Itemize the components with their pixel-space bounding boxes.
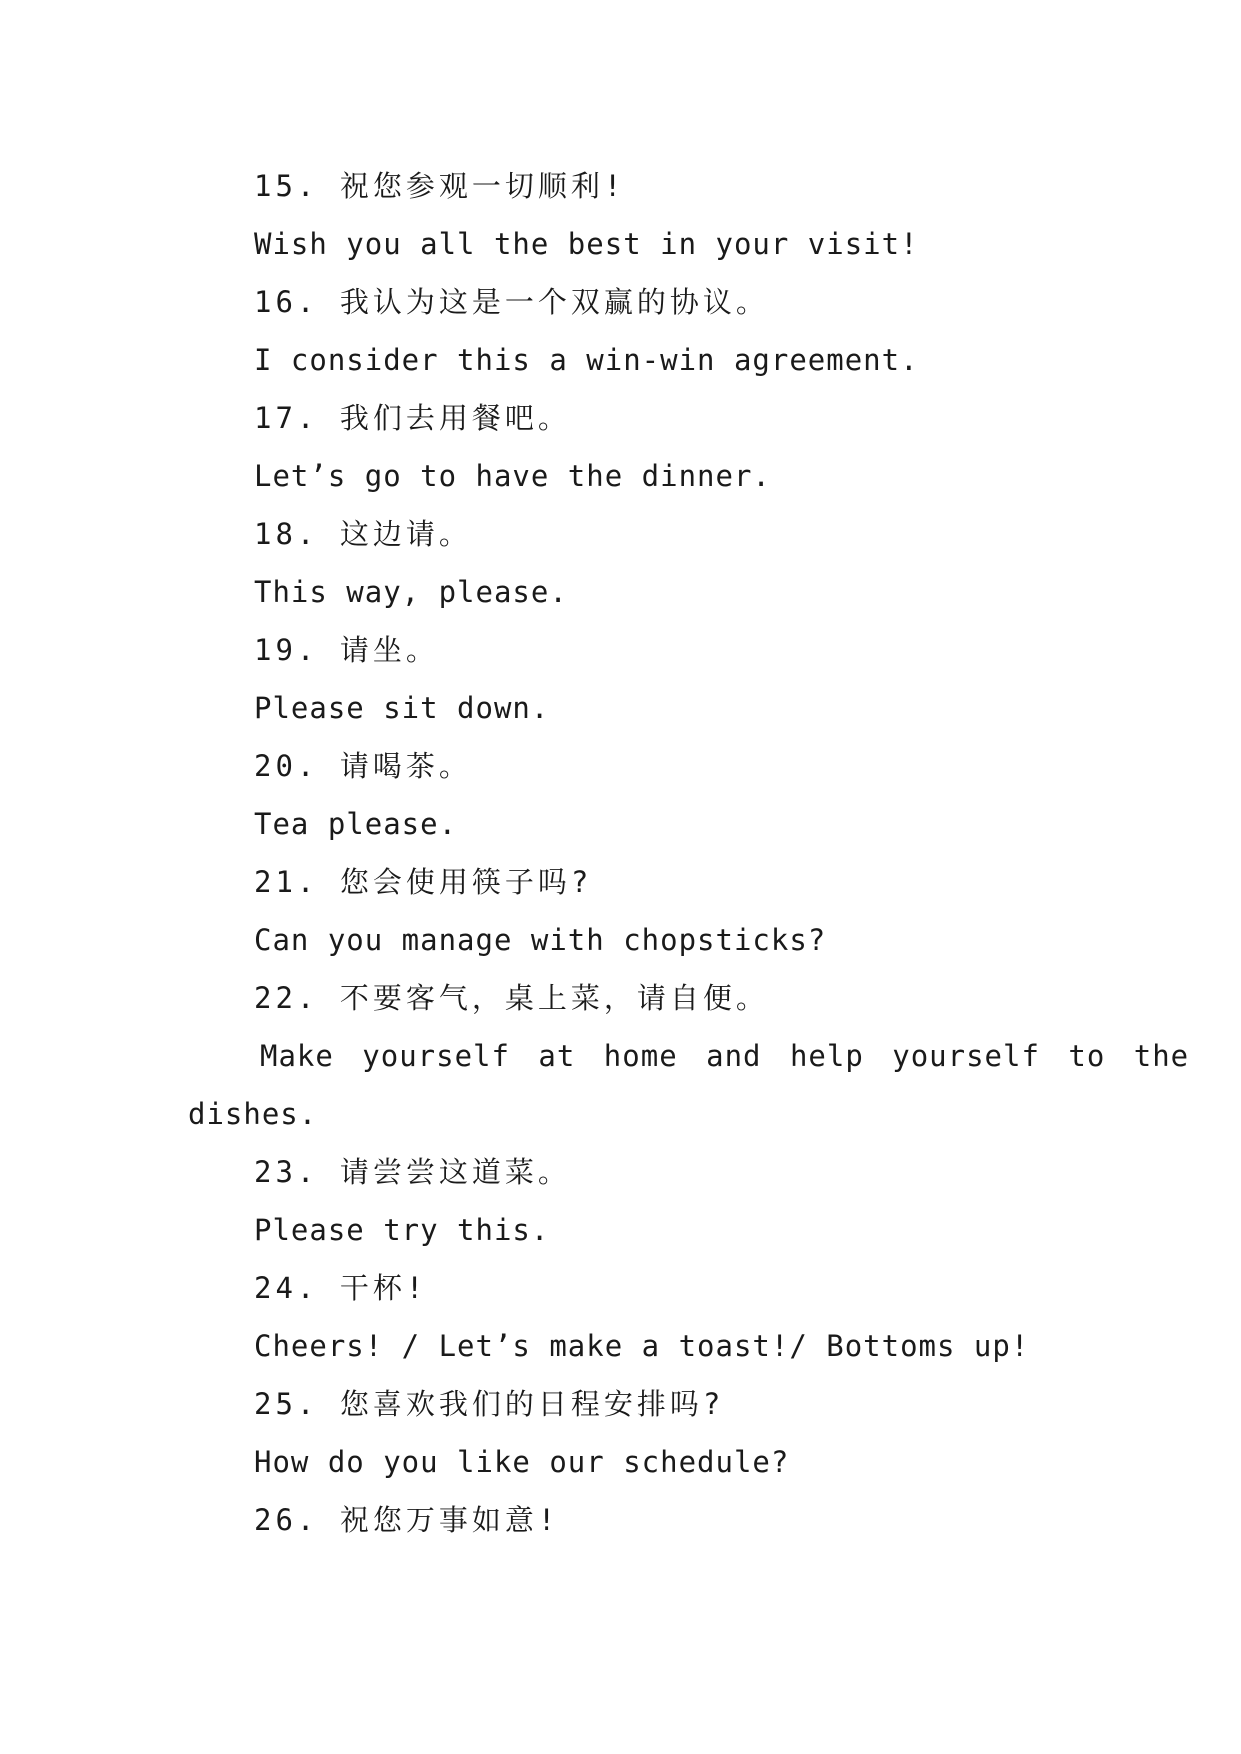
text-line-18-english: This way, please. — [254, 575, 568, 609]
text-line-18-chinese: 18. 这边请。 — [254, 517, 472, 551]
text-line-16-english: I consider this a win-win agreement. — [254, 343, 919, 377]
text-line-23-english: Please try this. — [254, 1213, 550, 1247]
text-line-16-chinese: 16. 我认为这是一个双赢的协议。 — [254, 285, 769, 319]
text-line-21-english: Can you manage with chopsticks? — [254, 923, 827, 957]
text-line-22-english: Make yourself at home and help yourself to the — [260, 1039, 1190, 1073]
text-line-25-english: How do you like our schedule? — [254, 1445, 790, 1479]
text-line-24-chinese: 24. 干杯! — [254, 1271, 428, 1305]
text-line-25-chinese: 25. 您喜欢我们的日程安排吗? — [254, 1387, 725, 1421]
text-line-19-chinese: 19. 请坐。 — [254, 633, 439, 667]
text-line-17-chinese: 17. 我们去用餐吧。 — [254, 401, 571, 435]
text-line-21-chinese: 21. 您会使用筷子吗? — [254, 865, 593, 899]
text-line-20-chinese: 20. 请喝茶。 — [254, 749, 472, 783]
text-line-24-english: Cheers! / Let’s make a toast!/ Bottoms up! — [254, 1329, 1030, 1363]
text-line-22-english-continued: dishes. — [188, 1097, 318, 1131]
text-line-23-chinese: 23. 请尝尝这道菜。 — [254, 1155, 571, 1189]
text-line-17-english: Let’s go to have the dinner. — [254, 459, 771, 493]
text-line-20-english: Tea please. — [254, 807, 458, 841]
text-line-19-english: Please sit down. — [254, 691, 550, 725]
text-line-26-chinese: 26. 祝您万事如意! — [254, 1503, 560, 1537]
text-line-15-english: Wish you all the best in your visit! — [254, 227, 919, 261]
text-line-15-chinese: 15. 祝您参观一切顺利! — [254, 169, 626, 203]
text-line-22-chinese: 22. 不要客气，桌上菜，请自便。 — [254, 981, 769, 1015]
